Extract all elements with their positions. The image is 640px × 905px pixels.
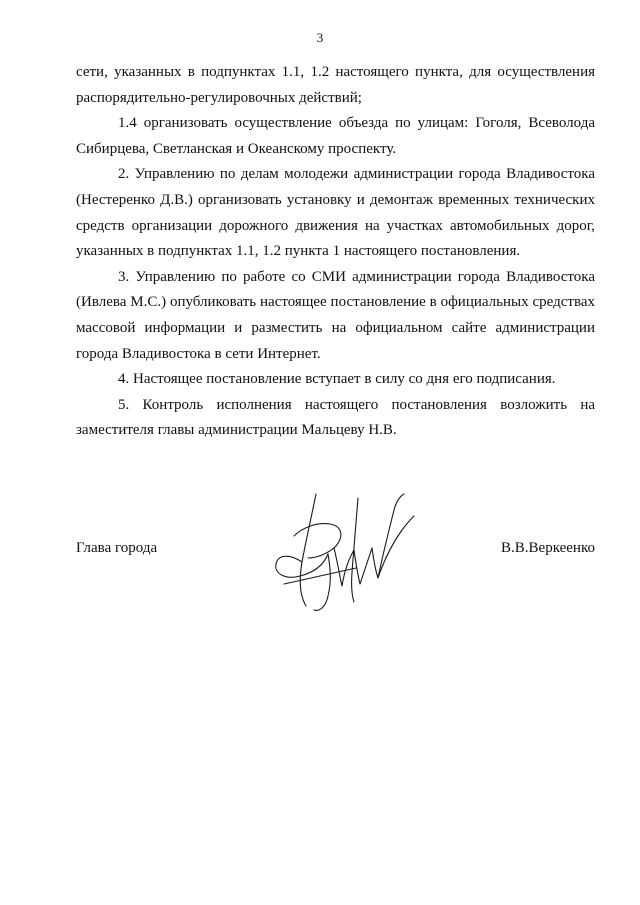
page-number: 3	[316, 30, 324, 45]
handwritten-signature	[272, 488, 422, 618]
paragraph-item-5: 5. Контроль исполнения настоящего постановления возложить на заместителя главы администрации Мальцеву Н.В.	[76, 396, 595, 439]
paragraph-item-4: 4. Настоящее постановление вступает в силу со дня его подписания.	[118, 371, 556, 388]
document-body	[76, 60, 595, 444]
paragraph-item-3: 3. Управлению по работе со СМИ администрации города Владивостока (Ивлева М.С.) опубликовать настоящее постановление в официальных средствах массовой информации и разместить на официальном сайте администрации города Владивостока в сети Интернет.	[76, 268, 595, 362]
paragraph-item-2: 2. Управлению по делам молодежи администрации города Владивостока (Нестеренко Д.В.) организовать установку и демонтаж временных технических средств организации дорожного движения на участках автомобильных дорог, указанных в подпунктах 1.1, 1.2 пункта 1 настоящего постановления.	[76, 166, 595, 260]
paragraph-continuation: сети, указанных в подпунктах 1.1, 1.2 настоящего пункта, для осуществления распорядительно-регулировочных действий;	[76, 64, 595, 106]
paragraph-item-1-4: 1.4 организовать осуществление объезда по улицам: Гоголя, Всеволода Сибирцева, Светланская и Океанскому проспекту.	[76, 115, 595, 157]
signatory-name: В.В.Веркеенко	[501, 540, 595, 556]
signatory-title: Глава города	[76, 540, 158, 556]
